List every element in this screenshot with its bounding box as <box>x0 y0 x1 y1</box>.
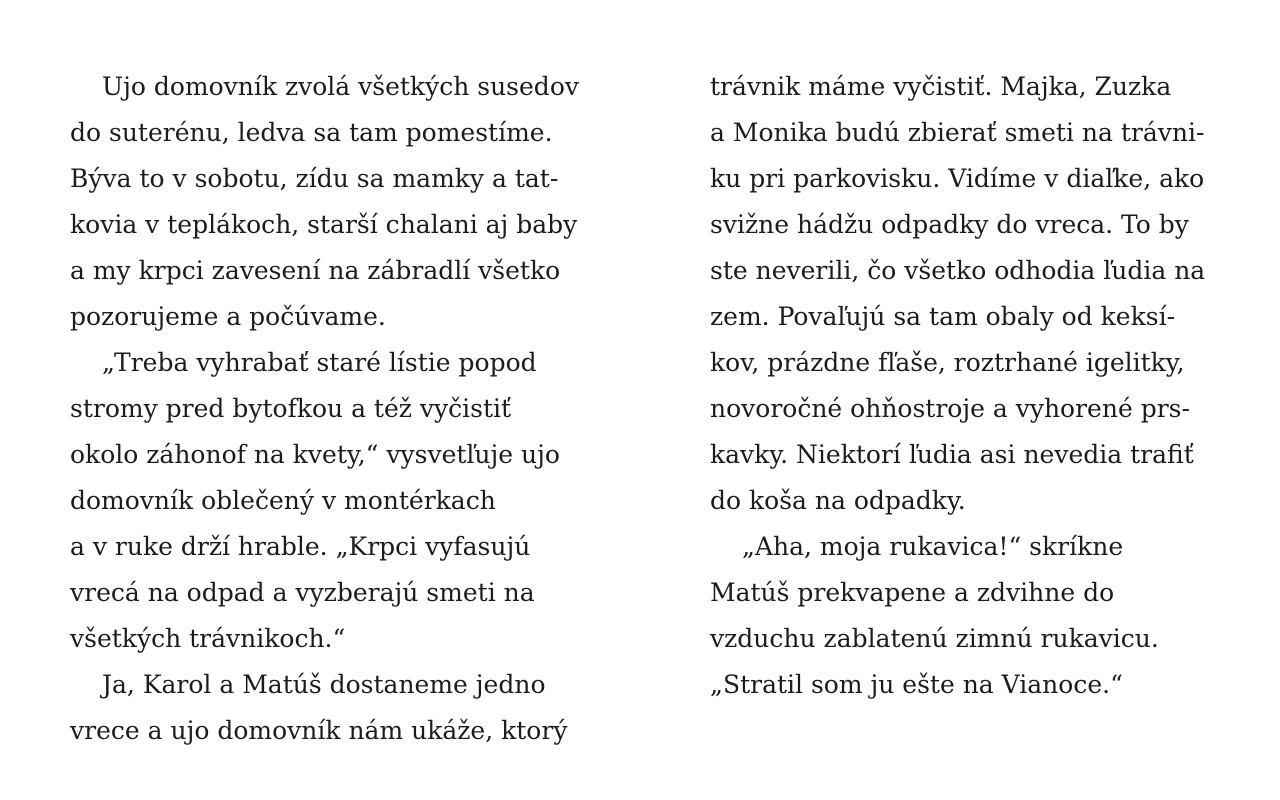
right-page-text <box>710 64 1210 708</box>
text-line: „Stratil som ju ešte na Vianoce.“ <box>710 670 1123 699</box>
text-line: vrecá na odpad a vyzberajú smeti na <box>70 578 535 607</box>
text-line: zem. Povaľujú sa tam obaly od keksí- <box>710 302 1176 331</box>
text-line: ku pri parkovisku. Vidíme v diaľke, ako <box>710 164 1205 193</box>
text-line: vrece a ujo domovník nám ukáže, ktorý <box>70 716 568 745</box>
text-line: pozorujeme a počúvame. <box>70 302 386 331</box>
text-line: „Aha, moja rukavica!“ skríkne <box>742 532 1124 561</box>
text-line: do suterénu, ledva sa tam pomestíme. <box>70 118 553 147</box>
text-line: a Monika budú zbierať smeti na trávni- <box>710 118 1205 147</box>
text-line: a v ruke drží hrable. „Krpci vyfasujú <box>70 532 531 561</box>
text-line: okolo záhonof na kvety,“ vysvetľuje ujo <box>70 440 560 469</box>
text-line: Ja, Karol a Matúš dostaneme jedno <box>102 670 546 699</box>
text-line: „Treba vyhrabať staré lístie popod <box>102 348 537 377</box>
text-line: kov, prázdne fľaše, roztrhané igelitky, <box>710 348 1185 377</box>
text-line: Matúš prekvapene a zdvihne do <box>710 578 1115 607</box>
text-line: trávnik máme vyčistiť. Majka, Zuzka <box>710 72 1172 101</box>
left-page-text <box>70 64 610 754</box>
text-line: domovník oblečený v montérkach <box>70 486 496 515</box>
text-line: svižne hádžu odpadky do vreca. To by <box>710 210 1189 239</box>
text-line: kovia v teplákoch, starší chalani aj baby <box>70 210 578 239</box>
text-line: ste neverili, čo všetko odhodia ľudia na <box>710 256 1206 285</box>
text-line: a my krpci zavesení na zábradlí všetko <box>70 256 561 285</box>
text-line: novoročné ohňostroje a vyhorené prs- <box>710 394 1190 423</box>
text-line: vzduchu zablatenú zimnú rukavicu. <box>710 624 1159 653</box>
text-line: do koša na odpadky. <box>710 486 966 515</box>
text-line: Býva to v sobotu, zídu sa mamky a tat- <box>70 164 559 193</box>
text-line: Ujo domovník zvolá všetkých susedov <box>102 72 579 101</box>
text-line: stromy pred bytofkou a též vyčistiť <box>70 394 512 423</box>
text-line: kavky. Niektorí ľudia asi nevedia trafiť <box>710 440 1194 469</box>
text-line: všetkých trávnikoch.“ <box>70 624 346 653</box>
